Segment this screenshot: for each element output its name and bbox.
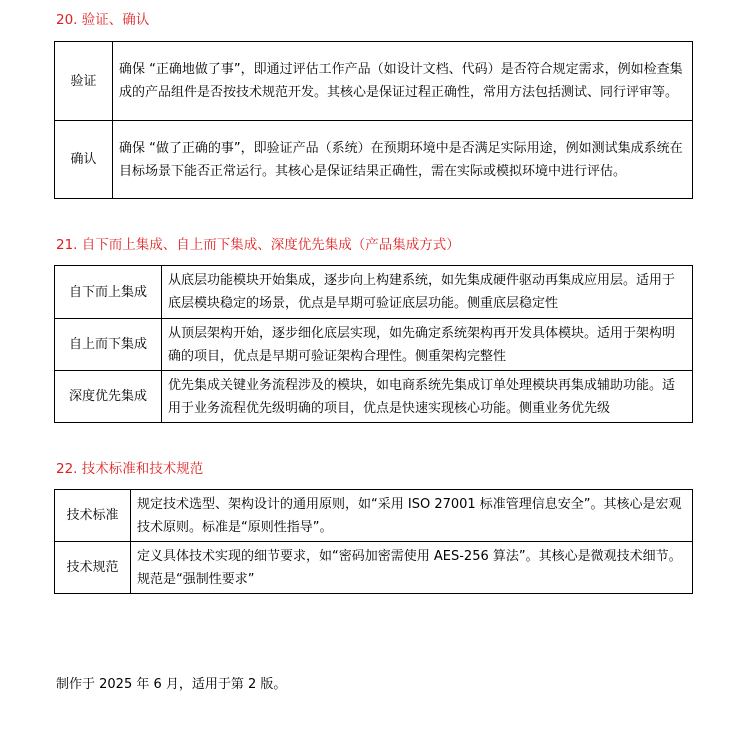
table-row bbox=[55, 319, 693, 371]
term-cell: 技术标准 bbox=[55, 490, 131, 542]
term-cell: 自上而下集成 bbox=[55, 319, 162, 371]
description-cell: 规定技术选型、架构设计的通用原则，如“采用 ISO 27001 标准管理信息安全”。其核心是宏观技术原则。标准是“原则性指导”。 bbox=[131, 490, 693, 542]
table-row bbox=[55, 121, 693, 199]
term-cell: 验证 bbox=[55, 42, 113, 121]
section-21-table bbox=[54, 265, 693, 423]
term-cell: 深度优先集成 bbox=[55, 371, 162, 423]
term-cell: 确认 bbox=[55, 121, 113, 199]
section-20-table bbox=[54, 41, 693, 199]
section-22-table bbox=[54, 489, 693, 594]
section-20-title: 20. 验证、确认 bbox=[56, 12, 150, 28]
term-cell: 技术规范 bbox=[55, 542, 131, 594]
term-cell: 自下而上集成 bbox=[55, 266, 162, 319]
table-row bbox=[55, 490, 693, 542]
description-cell: 确保 “正确地做了事”，即通过评估工作产品（如设计文档、代码）是否符合规定需求，例如检查集成的产品组件是否按技术规范开发。其核心是保证过程正确性，常用方法包括测试、同行评审等。 bbox=[113, 42, 693, 121]
table-row bbox=[55, 542, 693, 594]
section-22-title: 22. 技术标准和技术规范 bbox=[56, 461, 204, 477]
description-cell: 确保 “做了正确的事”，即验证产品（系统）在预期环境中是否满足实际用途，例如测试集成系统在目标场景下能否正常运行。其核心是保证结果正确性，需在实际或模拟环境中进行评估。 bbox=[113, 121, 693, 199]
description-cell: 优先集成关键业务流程涉及的模块，如电商系统先集成订单处理模块再集成辅助功能。适用于业务流程优先级明确的项目，优点是快速实现核心功能。侧重业务优先级 bbox=[162, 371, 693, 423]
table-row bbox=[55, 371, 693, 423]
footer-note: 制作于 2025 年 6 月，适用于第 2 版。 bbox=[56, 677, 287, 692]
section-21-title: 21. 自下而上集成、自上而下集成、深度优先集成（产品集成方式） bbox=[56, 237, 460, 253]
description-cell: 从顶层架构开始，逐步细化底层实现，如先确定系统架构再开发具体模块。适用于架构明确的项目，优点是早期可验证架构合理性。侧重架构完整性 bbox=[162, 319, 693, 371]
description-cell: 从底层功能模块开始集成，逐步向上构建系统，如先集成硬件驱动再集成应用层。适用于底层模块稳定的场景，优点是早期可验证底层功能。侧重底层稳定性 bbox=[162, 266, 693, 319]
table-row bbox=[55, 266, 693, 319]
description-cell: 定义具体技术实现的细节要求，如“密码加密需使用 AES-256 算法”。其核心是微观技术细节。规范是“强制性要求” bbox=[131, 542, 693, 594]
table-row bbox=[55, 42, 693, 121]
